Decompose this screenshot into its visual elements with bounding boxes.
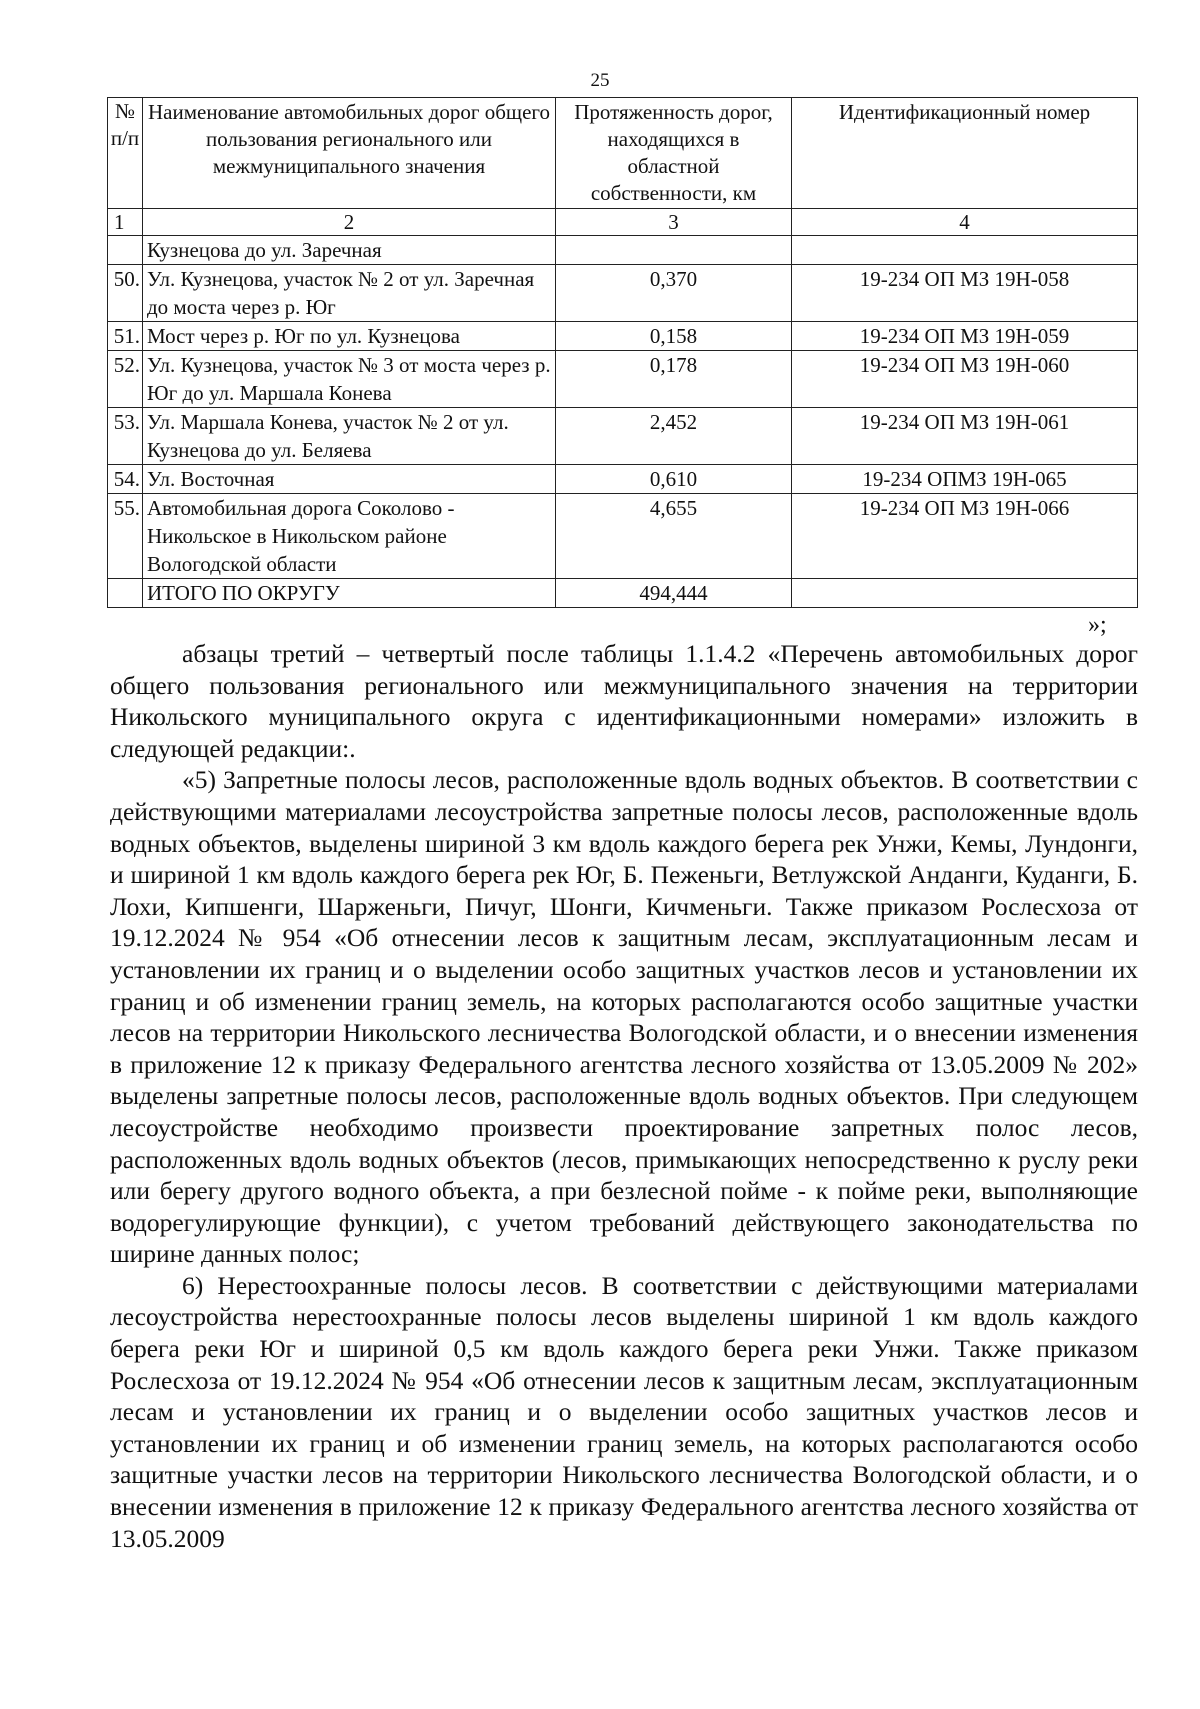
total-length: 494,444 — [556, 579, 792, 608]
column-number-row — [108, 209, 1138, 236]
column-number: 1 — [108, 209, 143, 236]
road-length: 2,452 — [556, 408, 792, 465]
roads-table-container — [107, 97, 1137, 608]
row-number: 54. — [108, 465, 143, 494]
table-row — [108, 408, 1138, 465]
table-header-row — [108, 98, 1138, 209]
row-number: 55. — [108, 494, 143, 579]
road-length: 0,158 — [556, 322, 792, 351]
road-length: 4,655 — [556, 494, 792, 579]
road-length: 0,370 — [556, 265, 792, 322]
header-road-name: Наименование автомобильных дорог общего пользования регионального или межмуниципального значения — [143, 98, 556, 209]
road-name: Ул. Кузнецова, участок № 3 от моста через р. Юг до ул. Маршала Конева — [143, 351, 556, 408]
road-id: 19-234 ОПМЗ 19Н-065 — [792, 465, 1138, 494]
road-id: 19-234 ОП МЗ 19Н-061 — [792, 408, 1138, 465]
table-total-row — [108, 579, 1138, 608]
paragraph-amendment-intro: абзацы третий – четвертый после таблицы 1.1.4.2 «Перечень автомобильных дорог общего пользования регионального или межмуниципального значения на территории Никольского муниципального округа с идентификационными номерами» изложить в следующей редакции:. — [110, 639, 1138, 763]
row-number — [108, 236, 143, 265]
road-id: 19-234 ОП МЗ 19Н-059 — [792, 322, 1138, 351]
road-name: Автомобильная дорога Соколово - Никольское в Никольском районе Вологодской области — [143, 494, 556, 579]
paragraph-spawning-strips: 6) Нерестоохранные полосы лесов. В соответствии с действующими материалами лесоустройства нерестоохранные полосы лесов выделены шириной 1 км вдоль каждого берега реки Юг и шириной 0,5 км вдоль каждого берега реки Унжи. Также приказом Рослесхоза от 19.12.2024 № 954 «Об отнесении лесов к защитным лесам, эксплуатационным лесам и установлении их границ и о выделении особо защитных участков лесов и установлении их границ и об изменении границ земель, на которых располагаются особо защитные участки лесов на территории Никольского лесничества Вологодской области, и о внесении изменения в приложение 12 к приказу Федерального агентства лесного хозяйства от 13.05.2009 — [110, 1270, 1138, 1553]
page-number: 25 — [590, 70, 610, 91]
total-row-number — [108, 579, 143, 608]
column-number: 3 — [556, 209, 792, 236]
column-number: 4 — [792, 209, 1138, 236]
closing-quote: »; — [1088, 612, 1107, 638]
road-id: 19-234 ОП МЗ 19Н-060 — [792, 351, 1138, 408]
column-number: 2 — [143, 209, 556, 236]
road-id: 19-234 ОП МЗ 19Н-066 — [792, 494, 1138, 579]
total-id — [792, 579, 1138, 608]
road-length: 0,178 — [556, 351, 792, 408]
header-id-number: Идентификационный номер — [792, 98, 1138, 209]
row-number: 51. — [108, 322, 143, 351]
road-id: 19-234 ОП МЗ 19Н-058 — [792, 265, 1138, 322]
road-name: Кузнецова до ул. Заречная — [143, 236, 556, 265]
road-length: 0,610 — [556, 465, 792, 494]
table-row — [108, 265, 1138, 322]
table-row — [108, 465, 1138, 494]
row-number: 52. — [108, 351, 143, 408]
row-number: 50. — [108, 265, 143, 322]
paragraph-forbidden-strips: «5) Запретные полосы лесов, расположенные вдоль водных объектов. В соответствии с действующими материалами лесоустройства запретные полосы лесов, расположенные вдоль водных объектов, выделены шириной 3 км вдоль каждого берега рек Унжи, Кемы, Лундонги, и шириной 1 км вдоль каждого берега рек Юг, Б. Пеженьги, Ветлужской Анданги, Куданги, Б. Лохи, Кипшенги, Шарженьги, Пичуг, Шонги, Кичменьги. Также приказом Рослесхоза от 19.12.2024 № 954 «Об отнесении лесов к защитным лесам, эксплуатационным лесам и установлении их границ и о выделении особо защитных участков лесов и установлении их границ и об изменении границ земель, на которых располагаются особо защитные участки лесов на территории Никольского лесничества Вологодской области, и о внесении изменения в приложение 12 к приказу Федерального агентства лесного хозяйства от 13.05.2009 № 202» выделены запретные полосы лесов, расположенные вдоль водных объектов. При следующем лесоустройстве необходимо произвести проектирование запретных полос лесов, расположенных вдоль водных объектов (лесов, примыкающих непосредственно к руслу реки или берегу другого водного объекта, а при безлесной пойме - к пойме реки, выполняющие водорегулирующие функции), с учетом требований действующего законодательства по ширине данных полос; — [110, 765, 1138, 1269]
road-name: Ул. Маршала Конева, участок № 2 от ул. Кузнецова до ул. Беляева — [143, 408, 556, 465]
header-number: № п/п — [108, 98, 143, 209]
table-row — [108, 236, 1138, 265]
table-row — [108, 351, 1138, 408]
row-number: 53. — [108, 408, 143, 465]
table-row — [108, 494, 1138, 579]
road-name: Ул. Кузнецова, участок № 2 от ул. Заречная до моста через р. Юг — [143, 265, 556, 322]
total-label: ИТОГО ПО ОКРУГУ — [143, 579, 556, 608]
roads-table — [107, 97, 1138, 608]
table-row — [108, 322, 1138, 351]
road-id — [792, 236, 1138, 265]
document-body — [110, 638, 1138, 1554]
header-length: Протяженность дорог, находящихся в областной собственности, км — [556, 98, 792, 209]
road-name: Мост через р. Юг по ул. Кузнецова — [143, 322, 556, 351]
road-name: Ул. Восточная — [143, 465, 556, 494]
road-length — [556, 236, 792, 265]
